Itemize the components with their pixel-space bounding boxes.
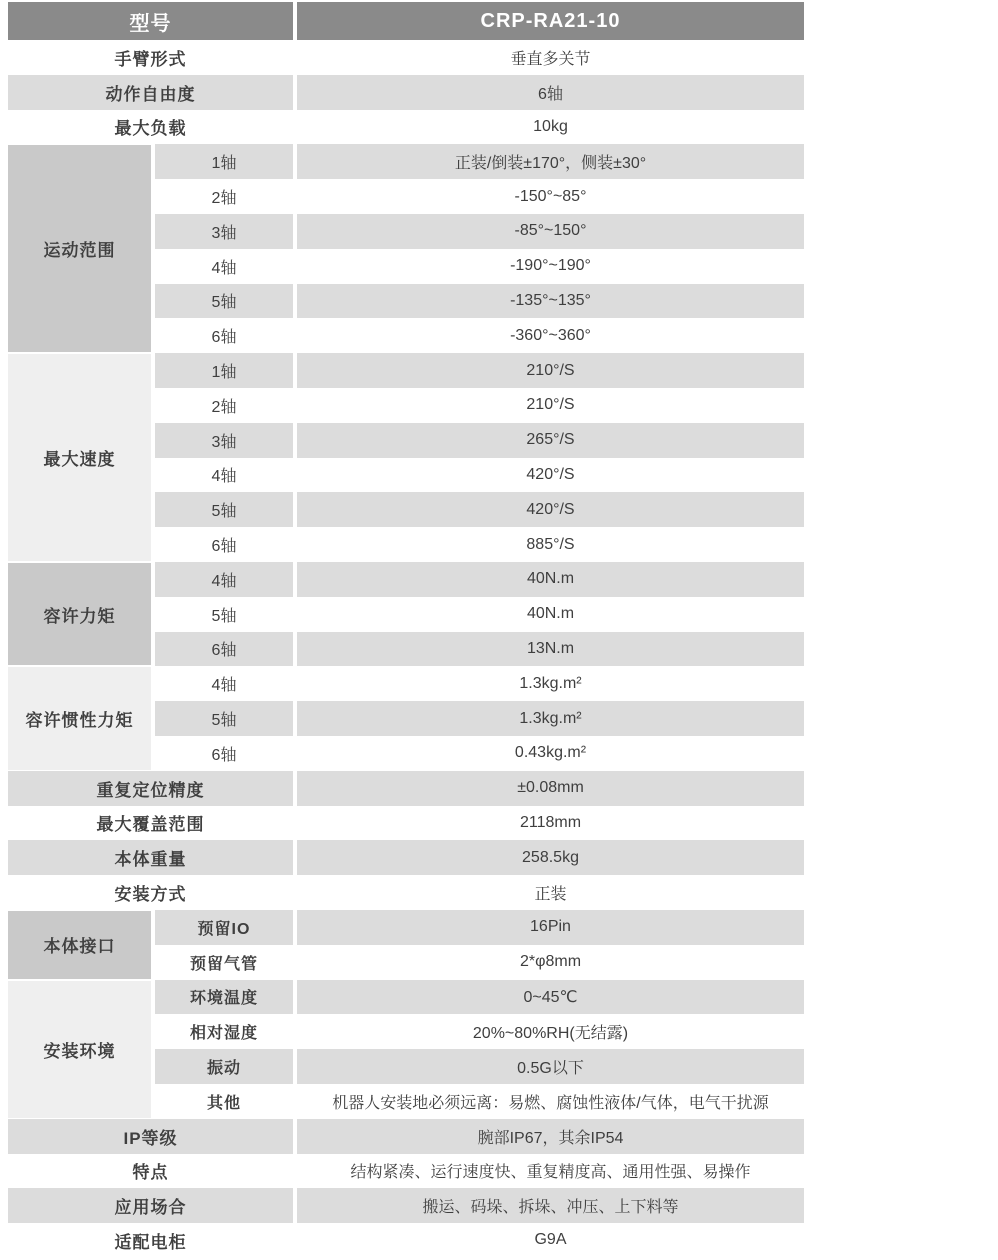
reserved-io-row xyxy=(155,910,804,945)
axis-label: 1轴 xyxy=(155,353,293,388)
max-reach-label: 最大覆盖范围 xyxy=(96,815,205,835)
max-payload-label: 最大负载 xyxy=(114,119,187,139)
section-install-env xyxy=(8,980,804,1119)
inertia-axis4-row xyxy=(155,666,804,701)
axis-value: -150°~85° xyxy=(514,187,587,205)
table-header-row xyxy=(8,2,804,40)
axis-value: 40N.m xyxy=(297,562,804,597)
cabinet-label: 适配电柜 xyxy=(114,1232,187,1252)
axis-value: 210°/S xyxy=(526,396,575,414)
arm-type-label: 手臂形式 xyxy=(114,49,187,69)
reserved-air-value: 2*φ8mm xyxy=(519,953,582,971)
axis-value: 13N.m xyxy=(297,632,804,667)
axis-label: 4轴 xyxy=(211,259,237,277)
reserved-air-row xyxy=(155,945,804,980)
motion-range-axis3-row xyxy=(155,214,804,249)
axis-label: 6轴 xyxy=(211,329,237,347)
row-arm-type xyxy=(8,40,804,75)
row-cabinet xyxy=(8,1223,804,1258)
robot-spec-table xyxy=(8,2,804,1258)
env-temperature-row xyxy=(155,980,804,1015)
axis-label: 2轴 xyxy=(211,190,237,208)
model-label: 型号 xyxy=(8,2,293,40)
axis-value: 0.43kg.m² xyxy=(514,744,587,762)
arm-type-value: 垂直多关节 xyxy=(510,50,591,68)
env-other-row xyxy=(155,1084,804,1119)
torque-axis4-row xyxy=(155,562,804,597)
ip-rating-label: IP等级 xyxy=(8,1119,293,1154)
env-vibration-label: 振动 xyxy=(155,1049,293,1084)
row-mounting xyxy=(8,875,804,910)
inertia-axis5-row xyxy=(155,701,804,736)
reserved-air-label: 预留气管 xyxy=(189,955,258,973)
dof-label: 动作自由度 xyxy=(8,75,293,110)
row-dof xyxy=(8,75,804,110)
axis-value: 210°/S xyxy=(297,353,804,388)
max-speed-label: 最大速度 xyxy=(8,354,151,561)
env-vibration-value: 0.5G以下 xyxy=(297,1049,804,1084)
axis-value: 265°/S xyxy=(297,423,804,458)
max-reach-value: 2118mm xyxy=(519,813,582,831)
max-speed-axis2-row xyxy=(155,388,804,423)
axis-label: 5轴 xyxy=(211,607,237,625)
max-payload-value: 10kg xyxy=(533,117,568,135)
row-max-payload xyxy=(8,110,804,145)
reserved-io-value: 16Pin xyxy=(297,910,804,945)
axis-label: 6轴 xyxy=(211,538,237,556)
axis-label: 3轴 xyxy=(155,423,293,458)
axis-value: -135°~135° xyxy=(297,284,804,319)
axis-label: 6轴 xyxy=(211,746,237,764)
axis-value: 885°/S xyxy=(526,535,575,553)
install-env-label: 安装环境 xyxy=(8,981,151,1118)
axis-value: 1.3kg.m² xyxy=(519,674,582,692)
env-humidity-value: 20%~80%RH(无结露) xyxy=(472,1025,629,1043)
inertia-axis6-row xyxy=(155,736,804,771)
cabinet-value: G9A xyxy=(534,1231,567,1249)
section-motion-range xyxy=(8,144,804,353)
axis-label: 6轴 xyxy=(155,632,293,667)
row-ip-rating xyxy=(8,1119,804,1154)
axis-label: 4轴 xyxy=(211,677,237,695)
axis-label: 4轴 xyxy=(211,468,237,486)
mounting-label: 安装方式 xyxy=(114,885,187,905)
row-max-reach xyxy=(8,806,804,841)
motion-range-axis6-row xyxy=(155,318,804,353)
env-temperature-label: 环境温度 xyxy=(155,980,293,1015)
model-value: CRP-RA21-10 xyxy=(297,2,804,40)
allowable-torque-label: 容许力矩 xyxy=(8,563,151,665)
axis-value: -190°~190° xyxy=(510,257,591,275)
axis-label: 2轴 xyxy=(211,398,237,416)
max-speed-axis4-row xyxy=(155,458,804,493)
section-max-speed xyxy=(8,353,804,562)
max-speed-axis6-row xyxy=(155,527,804,562)
max-speed-axis1-row xyxy=(155,353,804,388)
axis-value: 1.3kg.m² xyxy=(297,701,804,736)
max-speed-axis3-row xyxy=(155,423,804,458)
axis-value: 正装/倒装±170°，侧装±30° xyxy=(297,144,804,179)
section-allowable-inertia xyxy=(8,666,804,770)
section-body-interface xyxy=(8,910,804,980)
row-applications xyxy=(8,1188,804,1223)
section-allowable-torque xyxy=(8,562,804,666)
row-body-weight xyxy=(8,840,804,875)
axis-value: 40N.m xyxy=(526,605,575,623)
axis-label: 5轴 xyxy=(155,701,293,736)
env-humidity-row xyxy=(155,1014,804,1049)
ip-rating-value: 腕部IP67，其余IP54 xyxy=(297,1119,804,1154)
applications-label: 应用场合 xyxy=(8,1188,293,1223)
dof-value: 6轴 xyxy=(297,75,804,110)
motion-range-axis1-row xyxy=(155,144,804,179)
env-temperature-value: 0~45℃ xyxy=(297,980,804,1015)
torque-axis5-row xyxy=(155,597,804,632)
motion-range-label: 运动范围 xyxy=(8,145,151,352)
axis-label: 3轴 xyxy=(155,214,293,249)
row-repeatability xyxy=(8,771,804,806)
body-weight-value: 258.5kg xyxy=(297,840,804,875)
axis-label: 4轴 xyxy=(155,562,293,597)
applications-value: 搬运、码垛、拆垛、冲压、上下料等 xyxy=(297,1188,804,1223)
axis-label: 1轴 xyxy=(155,144,293,179)
torque-axis6-row xyxy=(155,632,804,667)
motion-range-axis4-row xyxy=(155,249,804,284)
features-value: 结构紧凑、运行速度快、重复精度高、通用性强、易操作 xyxy=(350,1164,751,1182)
axis-label: 5轴 xyxy=(155,284,293,319)
repeatability-label: 重复定位精度 xyxy=(8,771,293,806)
axis-value: -85°~150° xyxy=(297,214,804,249)
axis-value: 420°/S xyxy=(526,465,575,483)
env-humidity-label: 相对湿度 xyxy=(189,1025,258,1043)
motion-range-axis2-row xyxy=(155,179,804,214)
env-other-label: 其他 xyxy=(206,1094,241,1112)
features-label: 特点 xyxy=(132,1163,169,1183)
repeatability-value: ±0.08mm xyxy=(297,771,804,806)
max-speed-axis5-row xyxy=(155,492,804,527)
env-vibration-row xyxy=(155,1049,804,1084)
allowable-inertia-label: 容许惯性力矩 xyxy=(8,667,151,769)
reserved-io-label: 预留IO xyxy=(155,910,293,945)
row-features xyxy=(8,1154,804,1189)
mounting-value: 正装 xyxy=(534,886,567,904)
body-weight-label: 本体重量 xyxy=(8,840,293,875)
axis-label: 5轴 xyxy=(155,492,293,527)
axis-value: 420°/S xyxy=(297,492,804,527)
env-other-value: 机器人安装地必须远离：易燃、腐蚀性液体/气体，电气干扰源 xyxy=(332,1094,769,1112)
axis-value: -360°~360° xyxy=(510,326,591,344)
body-interface-label: 本体接口 xyxy=(8,911,151,979)
motion-range-axis5-row xyxy=(155,284,804,319)
